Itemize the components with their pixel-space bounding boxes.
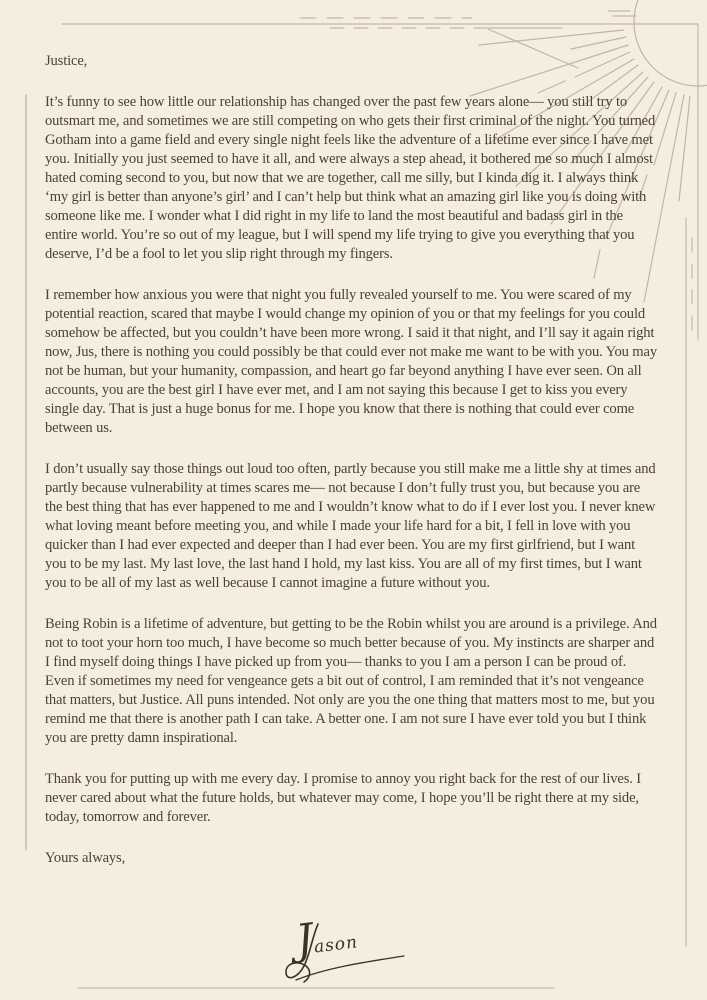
letter-paragraph: It’s funny to see how little our relationship has changed over the past few years alone— you still try to outsmart me, and sometimes we are still competing on who gets their first criminal of the night. You turned Gotham into a game field and every single night feels like the adventure of a lifetime ever since I have met you. Initially you just seemed to have it all, and were always a step ahead, it bothered me so much I almost hated coming second to you, but now that we are together, call me silly, but I kinda dig it. I always think ‘my girl is better than anyone’s girl’ and I can’t help but think what an amazing girl like you is doing with someone like me. I wonder what I did right in my life to land the most beautiful and badass girl in the entire world. You’re so out of my league, but I will spend my life trying to give you everything that you deserve, I’d be a fool to let you slip right through my fingers. <box>45 94 656 262</box>
letter-paragraph: Being Robin is a lifetime of adventure, but getting to be the Robin whilst you are around is a privilege. And not to toot your horn too much, I have become so much better because of you. My instincts are sharper and I find myself doing things I have picked up from you— thanks to you I am a person I can be proud of. Even if sometimes my need for vengeance gets a bit out of control, I am reminded that it’s not vengeance that matters, but Justice. All puns intended. Not only are you the one thing that matters most to me, but you remind me that there is another path I can take. A better one. I am not sure I have ever told you but I think you are pretty damn inspirational. <box>45 616 657 746</box>
letter-body <box>45 52 657 868</box>
signature-name: Jason <box>293 913 360 965</box>
letter-paragraph: I remember how anxious you were that night you fully revealed yourself to me. You were scared of my potential reaction, scared that maybe I would change my opinion of you or that my feelings for you could somehow be affected, but you couldn’t have been more wrong. I said it that night, and I’ll say it again right now, Jus, there is nothing you could possibly be that could ever not make me want to be with you. You may not be human, but your humanity, compassion, and heart go far beyond anything I have ever seen. On all accounts, you are the best girl I have ever met, and I am not saying this because I get to kiss you every single day. That is just a huge bonus for me. I hope you know that there is nothing that could ever come between us. <box>45 287 657 436</box>
greeting: Justice, <box>45 53 88 69</box>
signature <box>282 906 432 996</box>
letter-paragraph: I don’t usually say those things out loud too often, partly because you still make me a little shy at times and partly because vulnerability at times scares me— not because I don’t fully trust you, but because you are the best thing that has ever happened to me and I wouldn’t know what to do if I ever lost you. I never knew what loving meant before meeting you, and while I made your life hard for a bit, I fell in love with you quicker than I had ever expected and deeper than I had ever been. You are my first girlfriend, but I want you to be my last. My last love, the last hand I hold, my last kiss. You are all of my first times, but I want you to be all of my last as well because I cannot imagine a future without you. <box>45 461 656 591</box>
letter-paragraph: Thank you for putting up with me every day. I promise to annoy you right back for the rest of our lives. I never cared about what the future holds, but whatever may come, I hope you’ll be right there at my side, today, tomorrow and forever. <box>45 771 641 825</box>
closing: Yours always, <box>45 850 126 866</box>
